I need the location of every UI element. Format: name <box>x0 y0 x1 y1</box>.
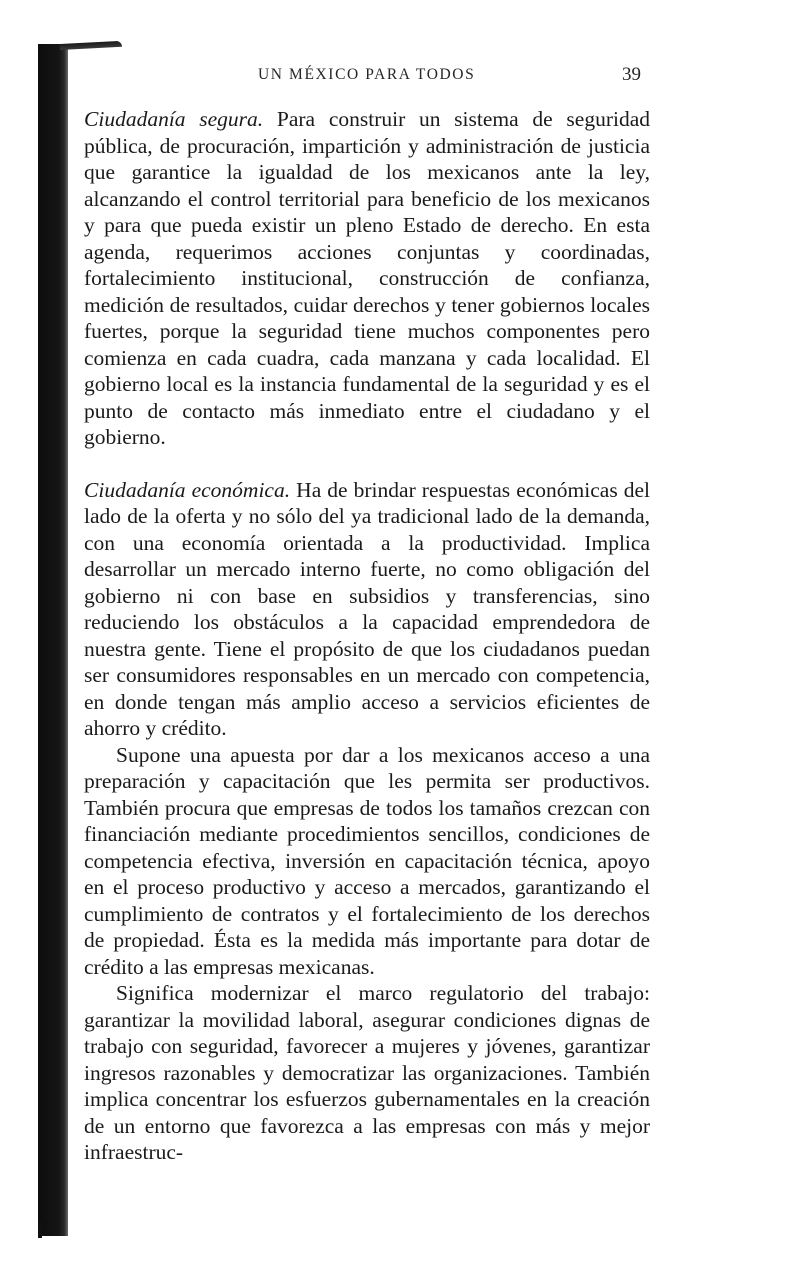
paragraph-text: Para construir un sistema de seguridad pública, de procuración, impartición y administración de justicia que garantice la igualdad de los mexicanos ante la ley, alcanzando el control territorial para beneficio de los mexicanos y para que pueda existir un pleno Estado de derecho. En esta agenda, requerimos acciones conjuntas y coordinadas, fortalecimiento institucional, construcción de confianza, medición de resultados, cuidar derechos y tener gobiernos locales fuertes, porque la seguridad tiene muchos componentes pero comienza en cada cuadra, cada manzana y cada localidad. El gobierno local es la instancia fundamental de la seguridad y es el punto de contacto más inmediato entre el ciudadano y el gobierno. <box>84 107 650 449</box>
paragraph-lead-term: Ciudadanía económica. <box>84 477 291 502</box>
page-body <box>84 106 650 1166</box>
paragraph-ciudadania-segura <box>84 106 650 451</box>
running-head: UN MÉXICO PARA TODOS <box>258 66 476 83</box>
paragraph-text: Ha de brindar respuestas económicas del lado de la oferta y no sólo del ya tradicional lado de la demanda, con una economía orientada a la productividad. Implica desarrollar un mercado interno fuerte, no como obligación del gobierno ni con base en subsidios y transferencias, sino reduciendo los obstáculos a la capacidad emprendedora de nuestra gente. Tiene el propósito de que los ciudadanos puedan ser consumidores responsables en un mercado con competencia, en donde tengan más amplio acceso a servicios eficientes de ahorro y crédito. <box>84 477 651 740</box>
scanned-book-edge <box>38 44 68 1236</box>
paragraph-significa: Significa modernizar el marco regulatorio del trabajo: garantizar la movilidad laboral, asegurar condiciones dignas de trabajo con seguridad, favorecer a mujeres y jóvenes, garantizar ingresos razonables y democratizar las organizaciones. También implica concentrar los esfuerzos gubernamentales en la creación de un entorno que favorezca a las empresas con más y mejor infraestruc- <box>84 981 650 1164</box>
page-number: 39 <box>622 64 641 85</box>
scanned-book-edge-bottom <box>38 1222 42 1238</box>
scanned-book-edge-top <box>60 41 122 50</box>
paragraph-supone: Supone una apuesta por dar a los mexicanos acceso a una preparación y capacitación que les permita ser productivos. También procura que empresas de todos los tamaños crezcan con financiación mediante procedimientos sencillos, condiciones de competencia efectiva, inversión en capacitación técnica, apoyo en el proceso productivo y acceso a mercados, garantizando el cumplimiento de contratos y el fortalecimiento de los derechos de propiedad. Ésta es la medida más importante para dotar de crédito a las empresas mexicanas. <box>84 742 650 979</box>
paragraph-ciudadania-economica <box>84 477 650 742</box>
paragraph-spacer <box>84 451 650 477</box>
paragraph-lead-term: Ciudadanía segura. <box>84 107 264 131</box>
